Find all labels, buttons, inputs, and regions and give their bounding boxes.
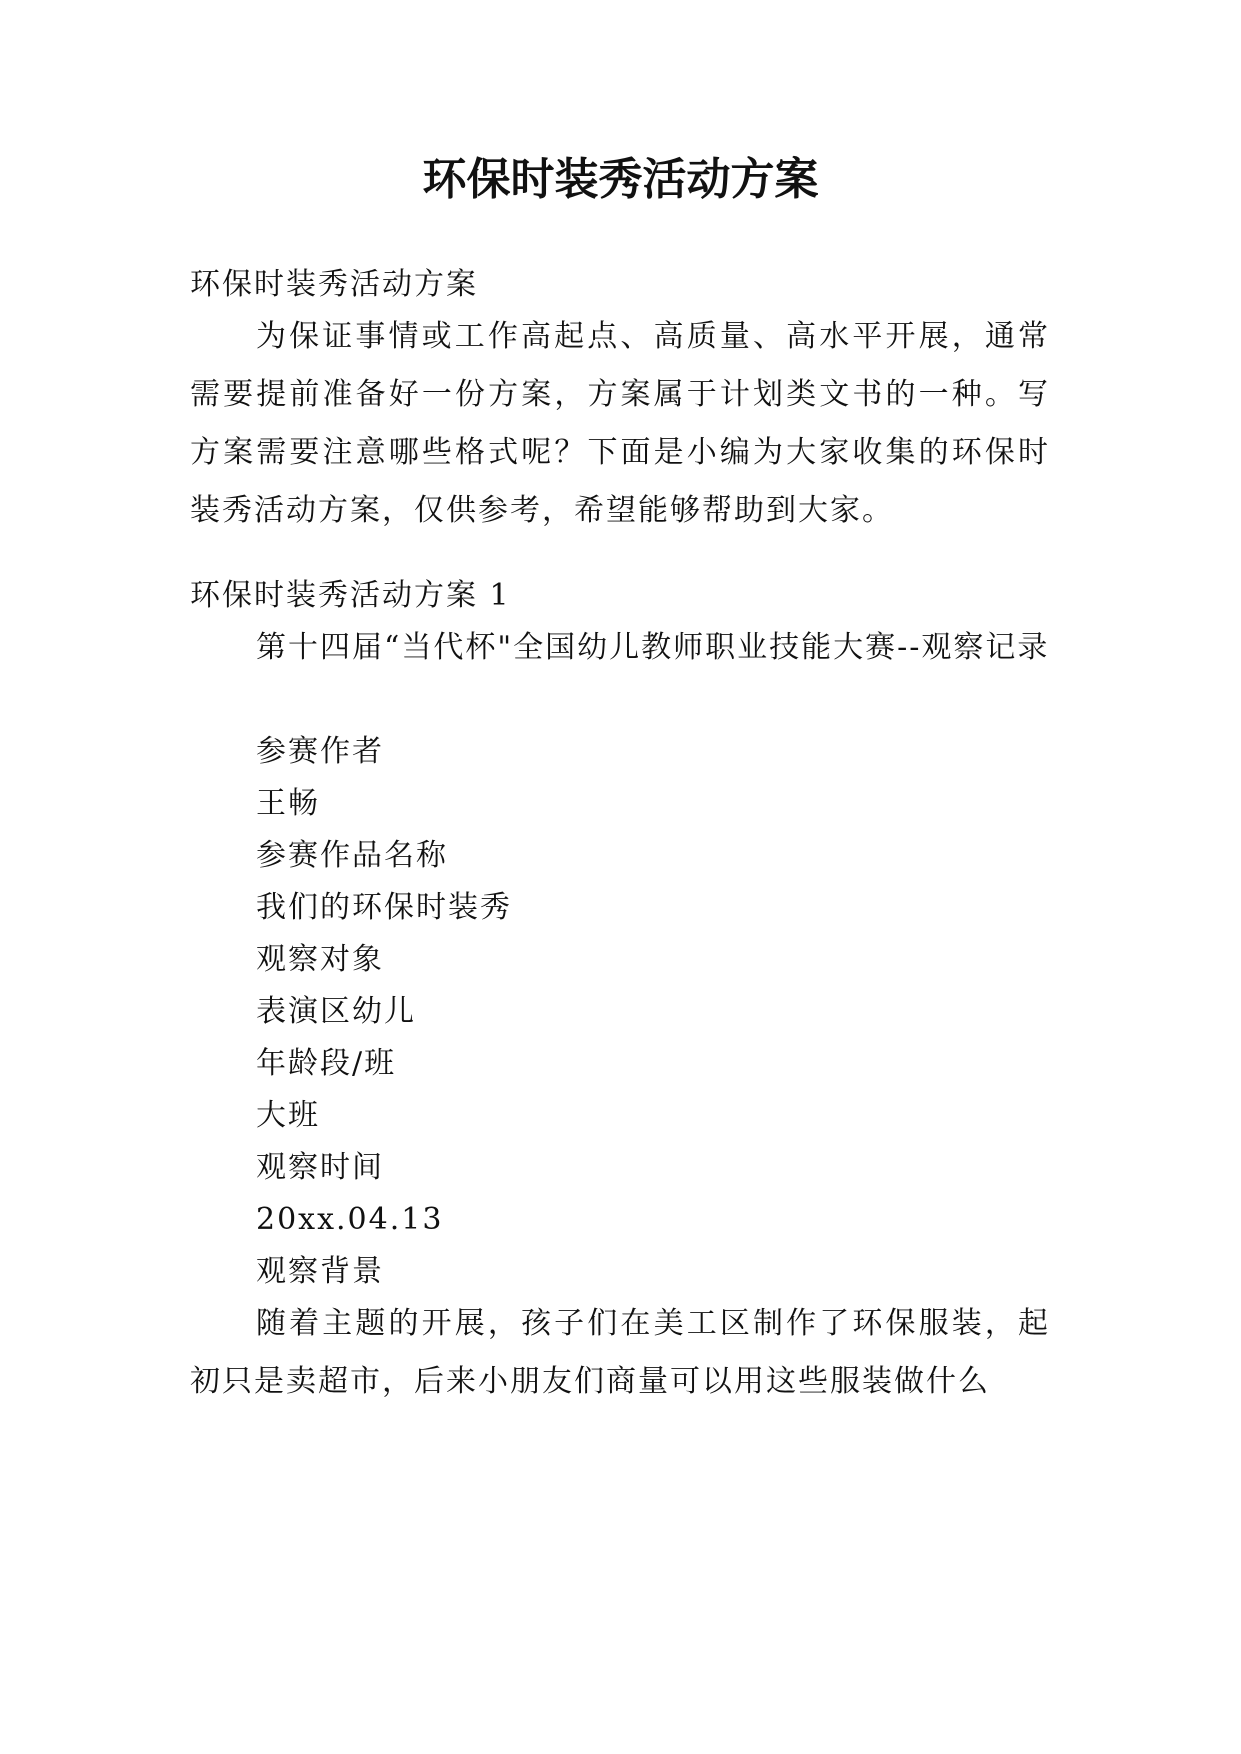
field-label-work-name: 参赛作品名称: [256, 838, 448, 873]
section1-heading: 环保时装秀活动方案 1: [190, 578, 511, 613]
intro-paragraph: 为保证事情或工作高起点、高质量、高水平开展，通常需要提前准备好一份方案，方案属于计划类文书的一种。写方案需要注意哪些格式呢？下面是小编为大家收集的环保时装秀活动方案，仅供参考，希望能够帮助到大家。: [190, 319, 1050, 528]
section1-subtitle: 第十四届“当代杯"全国幼儿教师职业技能大赛--观察记录: [256, 630, 1050, 665]
field-label-author: 参赛作者: [256, 734, 384, 769]
background-paragraph: 随着主题的开展，孩子们在美工区制作了环保服装，起初只是卖超市，后来小朋友们商量可以用这些服装做什么: [190, 1306, 1050, 1399]
field-value-author: 王畅: [256, 786, 320, 821]
field-value-observation-time: 20xx.04.13: [256, 1202, 444, 1237]
intro-heading: 环保时装秀活动方案: [190, 267, 478, 302]
field-label-age-class: 年龄段/班: [256, 1046, 397, 1081]
field-value-work-name: 我们的环保时装秀: [256, 890, 512, 925]
field-value-observed-subject: 表演区幼儿: [256, 994, 416, 1029]
field-label-observation-time: 观察时间: [256, 1150, 384, 1185]
document-title: 环保时装秀活动方案: [422, 154, 819, 205]
field-label-observed-subject: 观察对象: [256, 942, 384, 977]
field-value-age-class: 大班: [256, 1098, 320, 1133]
background-label: 观察背景: [256, 1254, 384, 1289]
